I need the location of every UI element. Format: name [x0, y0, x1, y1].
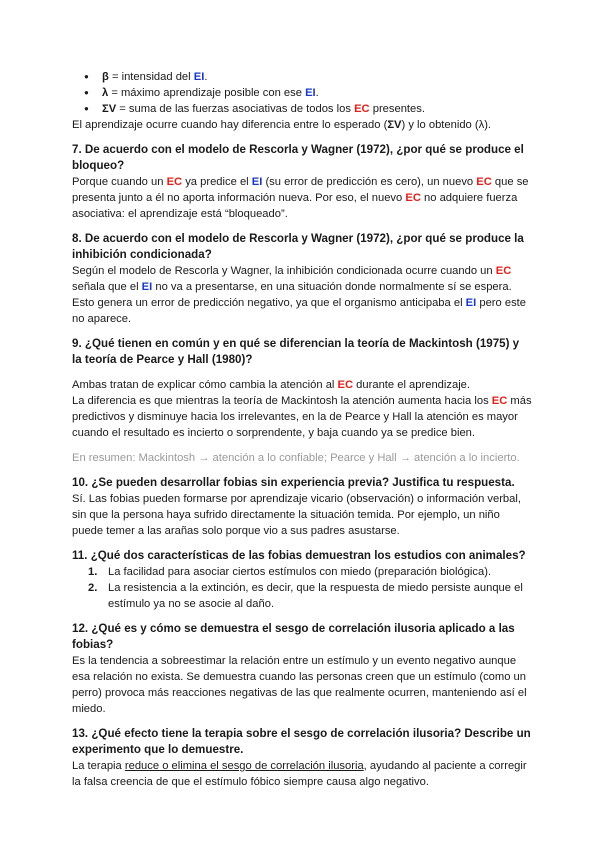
- item-number: 1.: [88, 566, 98, 578]
- answer-paragraph: [72, 263, 532, 327]
- text-segment: más predictivos y disminuye hacia los irrelevantes, en la de Pearce y Hall la atención es mayor cuando el resultado es incierto o sorprendente, y baja cuando ya se predice bien.: [72, 395, 532, 439]
- text-segment: Porque cuando un: [72, 176, 167, 188]
- bullet-item: [102, 69, 532, 85]
- answer-paragraph: [72, 174, 532, 222]
- ec-term: EC: [476, 176, 492, 188]
- text-segment: La diferencia es que mientras la teoría de Mackintosh la atención aumenta hacia los: [72, 395, 492, 407]
- bullet-list: [72, 69, 532, 117]
- text-segment: no adquiere fuerza asociativa: el aprendizaje está “bloqueado”.: [72, 192, 518, 220]
- paragraph-spacer: [72, 441, 532, 450]
- symbol-text: ΣV: [102, 103, 117, 115]
- text-segment: Según el modelo de Rescorla y Wagner, la inhibición condicionada ocurre cuando un: [72, 265, 496, 277]
- numbered-item: [88, 580, 532, 612]
- text-segment: Sí. Las fobias pueden formarse por aprendizaje vicario (observación) o información verbal, sin que la persona haya sufrido directamente la situación temida. Por ejemplo, un niño puede temer a las arañas solo porque vio a sus padres asustarse.: [72, 493, 521, 537]
- question-heading: 9. ¿Qué tienen en común y en qué se diferencian la teoría de Mackintosh (1975) y la teoría de Pearce y Hall (1980)?: [72, 337, 520, 366]
- document-content: [72, 69, 532, 790]
- summary-text: En resumen: Mackintosh → atención a lo confiable; Pearce y Hall → atención a lo incierto.: [72, 452, 520, 464]
- text-segment: = intensidad del: [108, 71, 194, 83]
- ec-term: EC: [166, 176, 183, 188]
- text-segment: La terapia: [72, 760, 125, 772]
- numbered-item: [88, 564, 532, 580]
- text-segment: durante el aprendizaje.: [353, 379, 471, 391]
- text-segment: señala que el: [72, 281, 142, 293]
- bullet-item: [102, 101, 532, 117]
- ei-term: EI: [141, 281, 153, 293]
- text-segment: = suma de las fuerzas asociativas de todos los: [116, 103, 355, 115]
- ei-term: EI: [193, 71, 205, 83]
- text-segment: Ambas tratan de explicar cómo cambia la atención al: [72, 379, 338, 391]
- question-heading: 8. De acuerdo con el modelo de Rescorla y Wagner (1972), ¿por qué se produce la inhibición condicionada?: [72, 232, 524, 261]
- text-segment: , ayudando al paciente a corregir la falsa creencia de que el estímulo fóbico siempre causa algo negativo.: [72, 760, 527, 788]
- ec-term: EC: [354, 103, 370, 115]
- text-segment: El aprendizaje ocurre cuando hay diferencia entre lo esperado (: [72, 119, 388, 131]
- paragraph-spacer: [72, 368, 532, 377]
- item-number: 2.: [88, 582, 98, 594]
- symbol-text: β: [102, 71, 109, 83]
- ei-term: EI: [465, 297, 477, 309]
- item-text: La resistencia a la extinción, es decir, que la respuesta de miedo persiste aunque el estímulo ya no se asocie al daño.: [108, 582, 523, 610]
- text-segment: .: [204, 71, 208, 83]
- answer-paragraph: [72, 377, 532, 393]
- answer-paragraph: [72, 653, 532, 717]
- answer-paragraph: [72, 758, 532, 790]
- text-segment: pero este no aparece.: [72, 297, 527, 325]
- question-heading: 7. De acuerdo con el modelo de Rescorla y Wagner (1972), ¿por qué se produce el bloqueo?: [72, 143, 524, 172]
- text-segment: ) y lo obtenido (λ).: [401, 119, 492, 131]
- ec-term: EC: [491, 395, 508, 407]
- ei-term: EI: [251, 176, 263, 188]
- question-heading: 10. ¿Se pueden desarrollar fobias sin experiencia previa? Justifica tu respuesta.: [72, 476, 515, 489]
- answer-paragraph: [72, 491, 532, 539]
- symbol-text: ΣV: [387, 119, 402, 131]
- text-segment: = máximo aprendizaje posible con ese: [108, 87, 306, 99]
- ec-term: EC: [337, 379, 354, 391]
- text-segment: que se presenta junto a él no aporta información nueva. Por eso, el nuevo: [72, 176, 529, 204]
- ec-term: EC: [495, 265, 512, 277]
- numbered-list: [72, 564, 532, 612]
- symbol-text: λ: [102, 87, 109, 99]
- text-segment: .: [315, 87, 319, 99]
- ei-term: EI: [305, 87, 316, 99]
- text-segment: Es la tendencia a sobreestimar la relación entre un estímulo y un evento negativo aunque esa relación no exista. Se demuestra cuando las personas creen que un estímulo (como un perro) provoca más reacciones negativas de las que realmente ocurren, manteniendo así el miedo.: [72, 655, 527, 715]
- answer-paragraph: [72, 393, 532, 441]
- question-heading: 12. ¿Qué es y cómo se demuestra el sesgo de correlación ilusoria aplicado a las fobias?: [72, 622, 515, 651]
- bullet-item: [102, 85, 532, 101]
- text-segment: presentes.: [369, 103, 425, 115]
- item-text: La facilidad para asociar ciertos estímulos con miedo (preparación biológica).: [108, 566, 492, 578]
- underlined-text: reduce o elimina el sesgo de correlación ilusoria: [124, 760, 364, 772]
- text-segment: (su error de predicción es cero), un nuevo: [262, 176, 477, 188]
- text-segment: no va a presentarse, en una situación donde normalmente sí se espera. Esto genera un error de predicción negativo, ya que el organismo anticipaba el: [72, 281, 512, 309]
- question-heading: 11. ¿Qué dos características de las fobias demuestran los estudios con animales?: [72, 549, 526, 562]
- text-segment: ya predice el: [182, 176, 252, 188]
- ec-term: EC: [405, 192, 421, 204]
- intro-paragraph: [72, 117, 532, 133]
- question-heading: 13. ¿Qué efecto tiene la terapia sobre el sesgo de correlación ilusoria? Describe un experimento que lo demuestre.: [72, 727, 531, 756]
- answer-paragraph: [72, 450, 532, 466]
